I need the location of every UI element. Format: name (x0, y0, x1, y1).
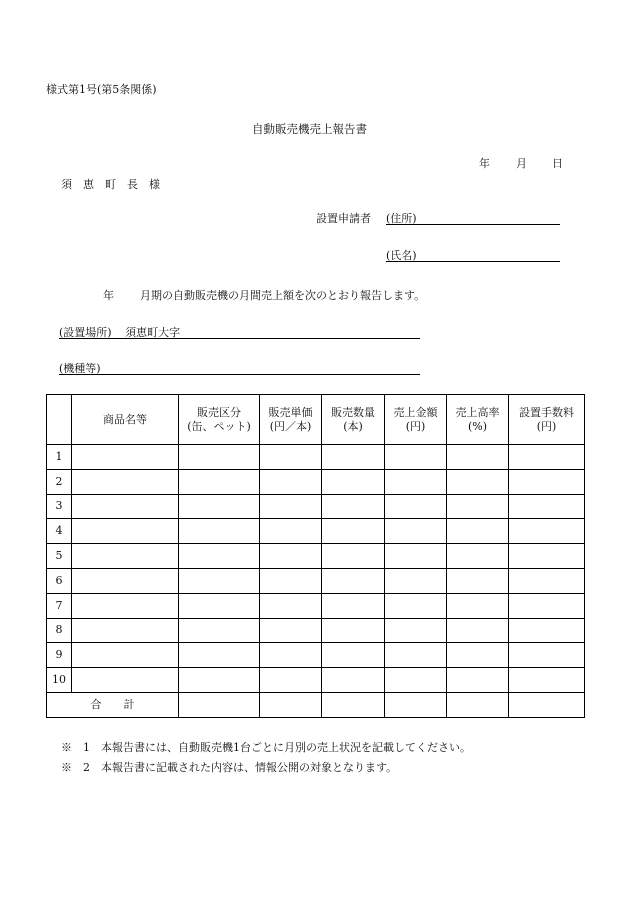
total-cell[interactable] (447, 692, 509, 717)
location-label: (設置場所) (59, 326, 112, 339)
table-cell[interactable] (260, 643, 322, 668)
table-cell[interactable] (509, 593, 585, 618)
table-cell[interactable] (385, 445, 447, 470)
header-sales-rate: 売上高率 (%) (447, 395, 509, 445)
table-cell[interactable] (179, 643, 260, 668)
table-cell[interactable] (447, 593, 509, 618)
table-cell[interactable] (509, 568, 585, 593)
table-cell[interactable] (179, 469, 260, 494)
table-cell[interactable] (179, 544, 260, 569)
document-title: 自動販売機売上報告書 (252, 122, 367, 136)
total-cell[interactable] (179, 692, 260, 717)
header-sales-category: 販売区分 (缶、ペット) (179, 395, 260, 445)
table-header-row (47, 395, 585, 445)
model-label: (機種等) (59, 362, 101, 375)
table-cell[interactable] (260, 668, 322, 693)
row-number: 8 (47, 618, 72, 643)
table-cell[interactable] (447, 618, 509, 643)
total-cell[interactable] (385, 692, 447, 717)
table-cell[interactable] (385, 593, 447, 618)
table-cell[interactable] (179, 568, 260, 593)
row-number: 6 (47, 568, 72, 593)
table-cell[interactable] (509, 469, 585, 494)
table-cell[interactable] (447, 519, 509, 544)
table-cell[interactable] (447, 568, 509, 593)
name-label: (氏名) (386, 249, 417, 262)
sales-report-table (46, 394, 585, 718)
table-cell[interactable] (322, 618, 385, 643)
table-cell[interactable] (509, 519, 585, 544)
table-cell[interactable] (72, 494, 179, 519)
table-cell[interactable] (72, 643, 179, 668)
table-cell[interactable] (447, 445, 509, 470)
date-month: 月 (516, 157, 527, 170)
table-cell[interactable] (260, 618, 322, 643)
table-cell[interactable] (509, 544, 585, 569)
header-sales-amount: 売上金額 (円) (385, 395, 447, 445)
table-cell[interactable] (179, 668, 260, 693)
table-cell[interactable] (322, 494, 385, 519)
applicant-name-field[interactable] (386, 247, 560, 262)
table-cell[interactable] (72, 445, 179, 470)
model-field[interactable] (59, 360, 420, 375)
table-cell[interactable] (385, 618, 447, 643)
table-cell[interactable] (179, 593, 260, 618)
form-reference: 様式第1号(第5条関係) (46, 83, 157, 96)
table-cell[interactable] (385, 519, 447, 544)
table-cell[interactable] (322, 568, 385, 593)
table-cell[interactable] (260, 445, 322, 470)
table-cell[interactable] (447, 544, 509, 569)
table-cell[interactable] (179, 618, 260, 643)
table-row (47, 668, 585, 693)
table-row (47, 445, 585, 470)
table-cell[interactable] (260, 469, 322, 494)
table-cell[interactable] (322, 593, 385, 618)
date-year: 年 (479, 157, 490, 170)
table-cell[interactable] (385, 643, 447, 668)
statement-text: 月期の自動販売機の月間売上額を次のとおり報告します。 (140, 289, 426, 302)
location-value: 須恵町大字 (125, 326, 181, 339)
row-number: 5 (47, 544, 72, 569)
table-row (47, 618, 585, 643)
row-number: 4 (47, 519, 72, 544)
row-number: 2 (47, 469, 72, 494)
row-number: 1 (47, 445, 72, 470)
applicant-label: 設置申請者 (316, 212, 371, 225)
note-1: ※ 1 本報告書には、自動販売機1台ごとに月別の売上状況を記載してください。 (61, 741, 471, 754)
date-day: 日 (552, 157, 563, 170)
table-cell[interactable] (447, 494, 509, 519)
table-cell[interactable] (509, 668, 585, 693)
table-cell[interactable] (72, 568, 179, 593)
table-cell[interactable] (322, 668, 385, 693)
table-cell[interactable] (509, 618, 585, 643)
header-index (47, 395, 72, 445)
table-cell[interactable] (260, 544, 322, 569)
table-cell[interactable] (260, 568, 322, 593)
table-cell[interactable] (322, 445, 385, 470)
table-cell[interactable] (260, 593, 322, 618)
addressee: 須 恵 町 長 様 (61, 178, 160, 191)
row-number: 10 (47, 668, 72, 693)
table-cell[interactable] (72, 668, 179, 693)
table-cell[interactable] (260, 519, 322, 544)
table-cell[interactable] (322, 469, 385, 494)
table-cell[interactable] (179, 519, 260, 544)
total-cell[interactable] (260, 692, 322, 717)
table-cell[interactable] (322, 519, 385, 544)
table-cell[interactable] (322, 643, 385, 668)
table-cell[interactable] (509, 643, 585, 668)
table-cell[interactable] (509, 494, 585, 519)
table-cell[interactable] (72, 519, 179, 544)
table-cell[interactable] (72, 618, 179, 643)
header-installation-fee: 設置手数料 (円) (509, 395, 585, 445)
table-row (47, 643, 585, 668)
total-cell[interactable] (509, 692, 585, 717)
row-number: 3 (47, 494, 72, 519)
applicant-address-field[interactable] (386, 210, 560, 225)
table-cell[interactable] (509, 445, 585, 470)
table-cell[interactable] (385, 568, 447, 593)
table-row (47, 494, 585, 519)
table-cell[interactable] (260, 494, 322, 519)
table-cell[interactable] (447, 643, 509, 668)
table-cell[interactable] (447, 668, 509, 693)
table-cell[interactable] (447, 469, 509, 494)
table-row (47, 568, 585, 593)
row-number: 7 (47, 593, 72, 618)
total-label: 合 計 (47, 692, 179, 717)
table-row (47, 544, 585, 569)
table-row (47, 519, 585, 544)
table-cell[interactable] (385, 544, 447, 569)
location-field[interactable] (59, 324, 420, 339)
statement-year: 年 (103, 289, 114, 302)
row-number: 9 (47, 643, 72, 668)
table-cell[interactable] (179, 445, 260, 470)
table-cell[interactable] (385, 494, 447, 519)
table-cell[interactable] (385, 469, 447, 494)
header-product-name: 商品名等 (72, 395, 179, 445)
table-row (47, 593, 585, 618)
address-label: (住所) (386, 212, 417, 225)
table-cell[interactable] (72, 544, 179, 569)
total-row (47, 692, 585, 717)
table-row (47, 469, 585, 494)
note-2: ※ 2 本報告書に記載された内容は、情報公開の対象となります。 (61, 761, 398, 774)
header-unit-price: 販売単価 (円／本) (260, 395, 322, 445)
table-cell[interactable] (322, 544, 385, 569)
table-cell[interactable] (72, 469, 179, 494)
table-cell[interactable] (385, 668, 447, 693)
table-cell[interactable] (72, 593, 179, 618)
table-cell[interactable] (179, 494, 260, 519)
header-quantity: 販売数量 (本) (322, 395, 385, 445)
total-cell[interactable] (322, 692, 385, 717)
